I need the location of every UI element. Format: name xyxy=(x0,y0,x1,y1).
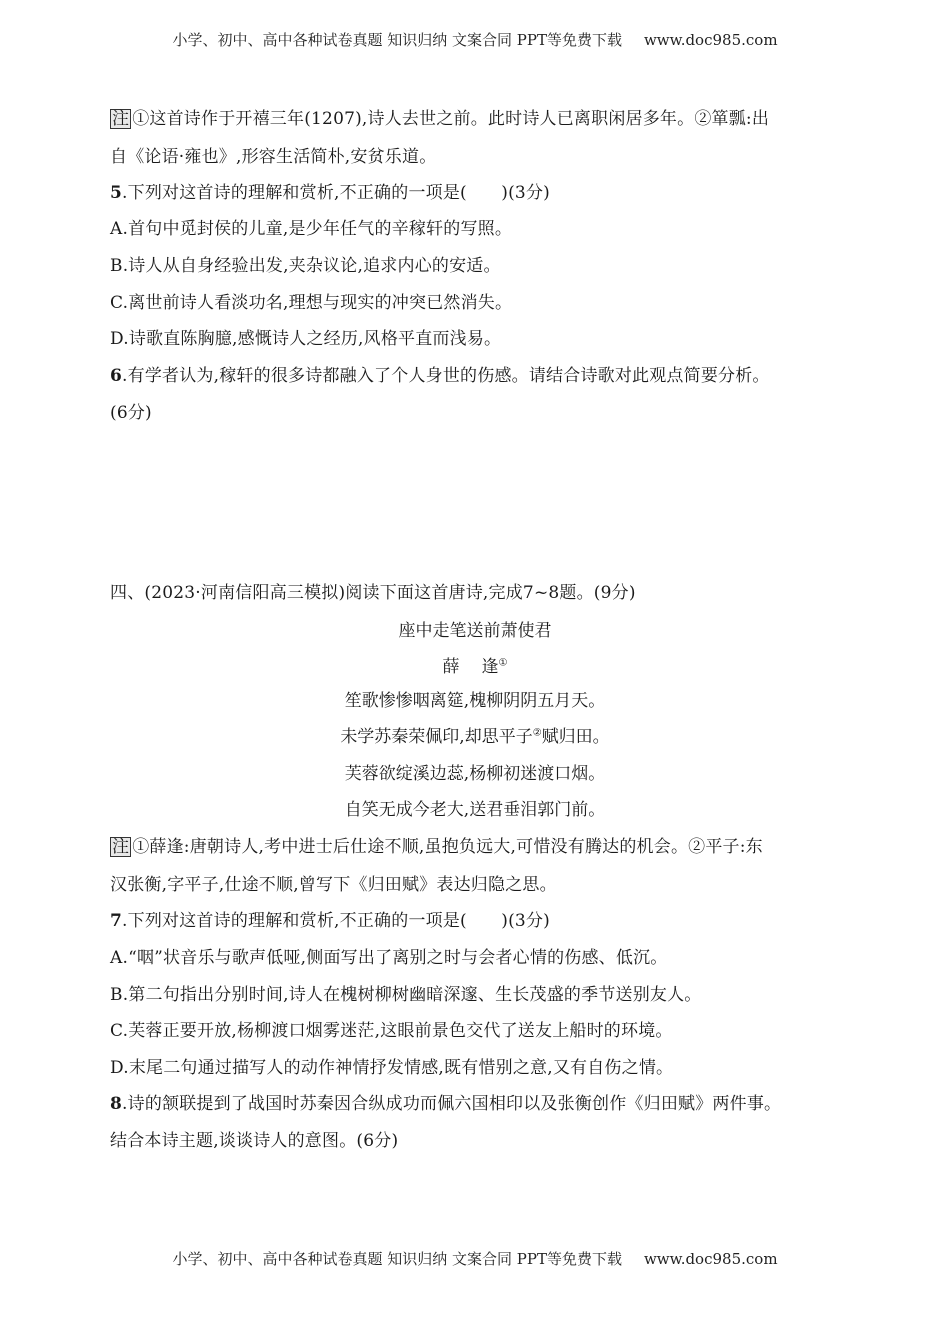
q7-option-b: B.第二句指出分别时间,诗人在槐树柳树幽暗深邃、生长茂盛的季节送别友人。 xyxy=(110,985,702,1005)
q6-number: 6 xyxy=(110,366,123,386)
footer-text: 小学、初中、高中各种试卷真题 知识归纳 文案合同 PPT等免费下载 xyxy=(172,1250,622,1268)
poem-line-3: 芙蓉欲绽溪边蕊,杨柳初迷渡口烟。 xyxy=(344,764,606,784)
author-footnote-mark: ① xyxy=(498,657,508,669)
q6-score: (6分) xyxy=(110,403,152,423)
note2-line2: 汉张衡,字平子,仕途不顺,曾写下《归田赋》表达归隐之思。 xyxy=(110,875,557,895)
poem-line-2: 未学苏秦荣佩印,却思平子②赋归田。 xyxy=(340,727,610,747)
header-url: www.doc985.com xyxy=(643,31,778,49)
q5-option-a: A.首句中觅封侯的儿童,是少年任气的辛稼轩的写照。 xyxy=(110,219,513,239)
q5-number: 5 xyxy=(110,183,123,203)
q8-number: 8 xyxy=(110,1094,123,1114)
note-tag: 注 xyxy=(112,109,130,129)
header-text: 小学、初中、高中各种试卷真题 知识归纳 文案合同 PPT等免费下载 xyxy=(172,31,622,49)
q5-option-c: C.离世前诗人看淡功名,理想与现实的冲突已然消失。 xyxy=(110,293,513,313)
q7-stem: 7.下列对这首诗的理解和赏析,不正确的一项是( )(3分) xyxy=(110,911,550,931)
page-header xyxy=(0,29,950,50)
q7-option-a: A.“咽”状音乐与歌声低哑,侧面写出了离别之时与会者心情的伤感、低沉。 xyxy=(110,948,668,968)
poem-line-4: 自笑无成今老大,送君垂泪郭门前。 xyxy=(344,800,606,820)
note1-line2: 自《论语·雍也》,形容生活简朴,安贫乐道。 xyxy=(110,147,437,167)
poem-line-1: 笙歌惨惨咽离筵,槐柳阴阴五月天。 xyxy=(344,691,606,711)
note2-line1: 注 ①薛逢:唐朝诗人,考中进士后仕途不顺,虽抱负远大,可惜没有腾达的机会。②平子:东 xyxy=(112,837,763,857)
q7-option-c: C.芙蓉正要开放,杨柳渡口烟雾迷茫,这眼前景色交代了送友上船时的环境。 xyxy=(110,1021,673,1041)
section4-heading: 四、(2023·河南信阳高三模拟)阅读下面这首唐诗,完成7~8题。(9分) xyxy=(110,583,636,603)
q7-number: 7 xyxy=(110,911,123,931)
q5-option-d: D.诗歌直陈胸臆,感慨诗人之经历,风格平直而浅易。 xyxy=(110,329,502,349)
note-tag: 注 xyxy=(112,837,130,857)
q5-stem: 5.下列对这首诗的理解和赏析,不正确的一项是( )(3分) xyxy=(110,183,550,203)
page-footer xyxy=(0,1248,950,1269)
q8-stem: 8.诗的颔联提到了战国时苏秦因合纵成功而佩六国相印以及张衡创作《归田赋》两件事。 xyxy=(110,1094,782,1114)
poem-title: 座中走笔送前萧使君 xyxy=(398,621,552,641)
note1-line1: 注 ①这首诗作于开禧三年(1207),诗人去世之前。此时诗人已离职闲居多年。②箪瓢:出 xyxy=(112,109,770,129)
footer-url: www.doc985.com xyxy=(643,1250,778,1268)
q8-line2: 结合本诗主题,谈谈诗人的意图。(6分) xyxy=(110,1131,399,1151)
q5-option-b: B.诗人从自身经验出发,夹杂议论,追求内心的安适。 xyxy=(110,256,501,276)
q6-stem: 6.有学者认为,稼轩的很多诗都融入了个人身世的伤感。请结合诗歌对此观点简要分析。 xyxy=(110,366,770,386)
pingzi-footnote-mark: ② xyxy=(532,727,542,739)
poem-author: 薛 逢① xyxy=(442,657,508,677)
q7-option-d: D.末尾二句通过描写人的动作神情抒发情感,既有惜别之意,又有自伤之情。 xyxy=(110,1058,674,1078)
